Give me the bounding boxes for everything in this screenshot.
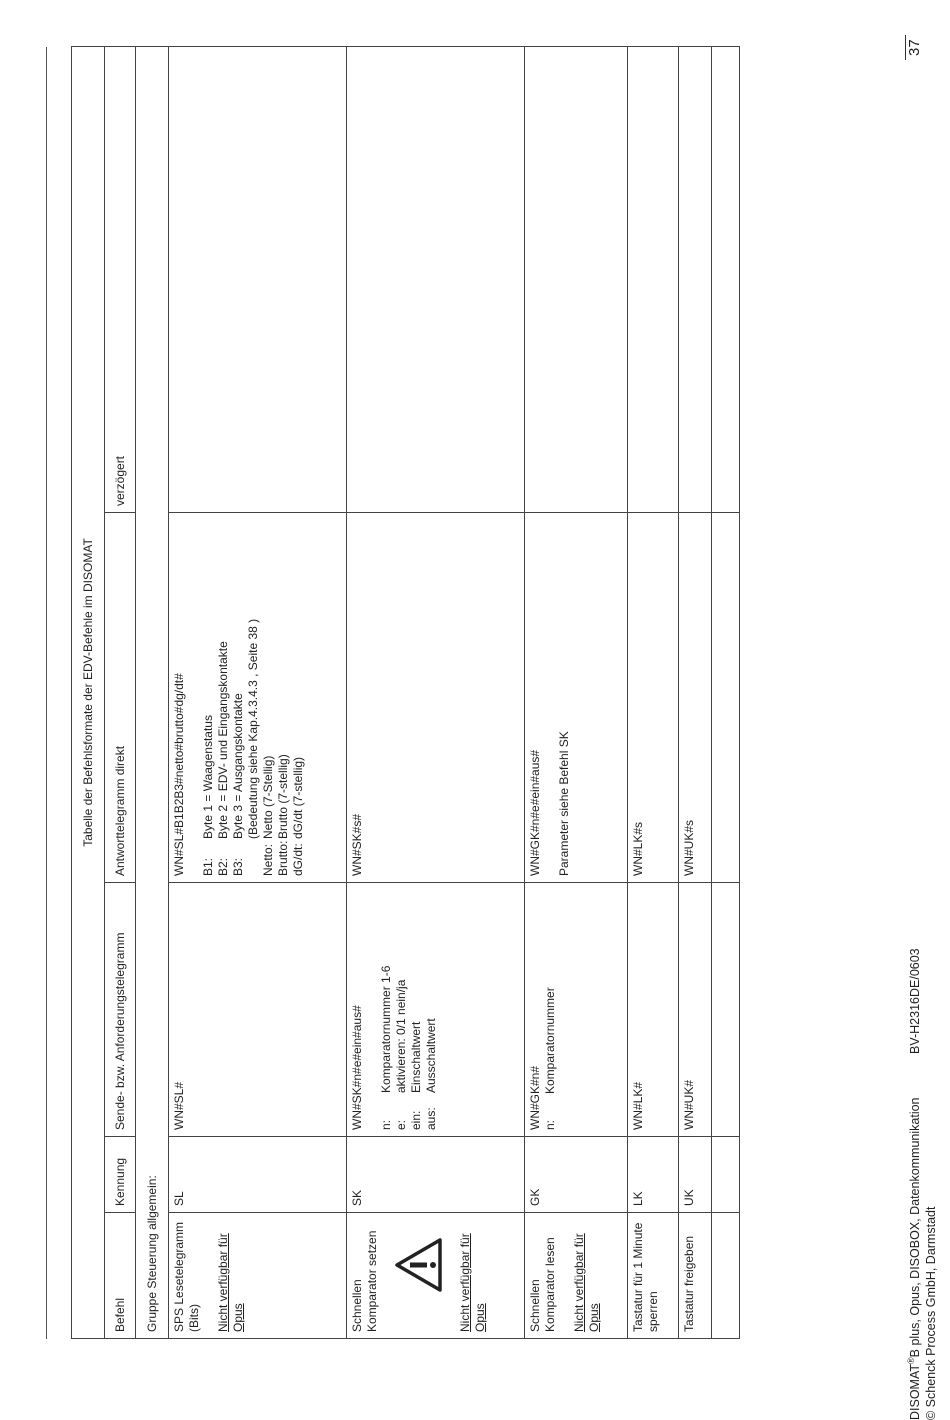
table-row-gk <box>525 46 628 1338</box>
befehl-cell <box>347 1213 525 1339</box>
availability-note: Nicht verfügbar für Opus <box>458 1233 487 1332</box>
header-kennung: Kennung <box>105 1137 136 1213</box>
param-note: (Bedeutung siehe Kap.4.3.4.3 , Seite 38 ) <box>246 618 260 839</box>
verzoegert-cell <box>679 46 712 512</box>
antwort-main: WN#GK#n#e#ein#aus# <box>528 749 542 876</box>
sende-cell <box>525 883 628 1137</box>
rotated-table-container <box>71 47 751 1339</box>
footer-doc-id: BV-H2316DE/0603 <box>908 948 923 1054</box>
header-antwort-direkt: Antworttelegramm direkt <box>105 513 136 883</box>
availability-note: Nicht verfügbar für Opus <box>572 1233 601 1332</box>
param-value: Komparatornummer <box>543 987 557 1094</box>
kennung-cell: GK <box>525 1137 628 1213</box>
kennung-cell: SK <box>347 1137 525 1213</box>
footer-copyright: © Schenck Process GmbH, Darmstadt <box>924 1206 939 1420</box>
footer-product: B plus, Opus, DISOBOX, Datenkommunikation <box>908 1097 923 1358</box>
param-value: Brutto (7-stellig) <box>276 754 290 839</box>
param-key: e: <box>394 1119 408 1130</box>
header-sende: Sende- bzw. Anforderungstelegramm <box>105 883 136 1137</box>
header-verzoegert: verzögert <box>105 46 136 512</box>
page-footer <box>903 30 939 1420</box>
param-key: n: <box>543 1119 557 1130</box>
param-value: Byte 1 = Waagenstatus <box>201 715 215 839</box>
footer-reg-mark: ® <box>906 1357 916 1364</box>
param-value: Ausschaltwert <box>424 1018 438 1093</box>
verzoegert-cell <box>525 46 628 512</box>
param-value: Byte 2 = EDV- und Eingangskontakte <box>216 641 230 839</box>
antwort-extra: Parameter siehe Befehl SK <box>557 731 571 876</box>
kennung-cell: UK <box>679 1137 712 1213</box>
sende-cell: WN#LK# <box>628 883 679 1137</box>
sende-cell: WN#UK# <box>679 883 712 1137</box>
param-key: n: <box>379 1119 393 1130</box>
param-key: aus: <box>424 1107 438 1130</box>
table-title: Tabelle der Befehlsformate der EDV-Befehle im DISOMAT <box>72 46 105 1338</box>
header-befehl: Befehl <box>105 1213 136 1339</box>
param-key: Netto: <box>261 843 275 876</box>
sende-cell <box>347 883 525 1137</box>
param-value: Byte 3 = Ausgangskontakte <box>231 693 245 839</box>
table-row-lk <box>628 46 679 1338</box>
page-margin-line <box>46 47 47 1339</box>
param-value: dG/dt (7-stellig) <box>291 756 305 839</box>
befehl-cell <box>169 1213 347 1339</box>
command-format-table <box>71 46 740 1339</box>
group-label: Gruppe Steuerung allgemein: <box>136 46 169 1338</box>
befehl-text: Schnellen Komparator setzen <box>350 1230 379 1332</box>
antwort-cell: WN#SK#s# <box>347 513 525 883</box>
sende-main: WN#SK#n#e#ein#aus# <box>350 1005 364 1130</box>
availability-note: Nicht verfügbar für Opus <box>216 1233 245 1332</box>
page-number: 37 <box>905 35 923 60</box>
antwort-cell <box>169 513 347 883</box>
param-key: B3: <box>231 857 245 876</box>
table-row-sl <box>169 46 347 1338</box>
param-key: dG/dt: <box>291 843 305 876</box>
param-value: aktivieren: 0/1 nein/ja <box>394 979 408 1093</box>
befehl-cell: Tastatur freigeben <box>679 1213 712 1339</box>
sende-main: WN#GK#n# <box>528 1065 542 1130</box>
kennung-cell: SL <box>169 1137 347 1213</box>
table-row-empty <box>712 46 740 1338</box>
antwort-cell <box>525 513 628 883</box>
befehl-text: Schnellen Komparator lesen <box>528 1237 557 1332</box>
param-value: Einschaltwert <box>409 1021 423 1093</box>
param-key: ein: <box>409 1110 423 1130</box>
verzoegert-cell <box>628 46 679 512</box>
param-key: Brutto: <box>276 840 290 876</box>
verzoegert-cell <box>169 46 347 512</box>
kennung-cell: LK <box>628 1137 679 1213</box>
group-row <box>136 46 169 1338</box>
param-key: B1: <box>201 857 215 876</box>
antwort-main: WN#SL#B1B2B3#netto#brutto#dg/dt# <box>172 673 186 876</box>
table-row-sk <box>347 46 525 1338</box>
befehl-cell <box>525 1213 628 1339</box>
befehl-text: SPS Lesetelegramm (Bits) <box>172 1221 201 1332</box>
header-row <box>105 46 136 1338</box>
footer-product-prefix: DISOMAT <box>908 1363 923 1420</box>
table-row-uk <box>679 46 712 1338</box>
antwort-cell: WN#LK#s <box>628 513 679 883</box>
param-value: Netto (7-Stellig) <box>261 755 275 839</box>
antwort-cell: WN#UK#s <box>679 513 712 883</box>
sende-cell: WN#SL# <box>169 883 347 1137</box>
befehl-cell: Tastatur für 1 Minute sperren <box>628 1213 679 1339</box>
param-value: Komparatornummer 1-6 <box>379 965 393 1093</box>
warning-icon <box>394 1238 442 1292</box>
param-key: B2: <box>216 857 230 876</box>
verzoegert-cell <box>347 46 525 512</box>
